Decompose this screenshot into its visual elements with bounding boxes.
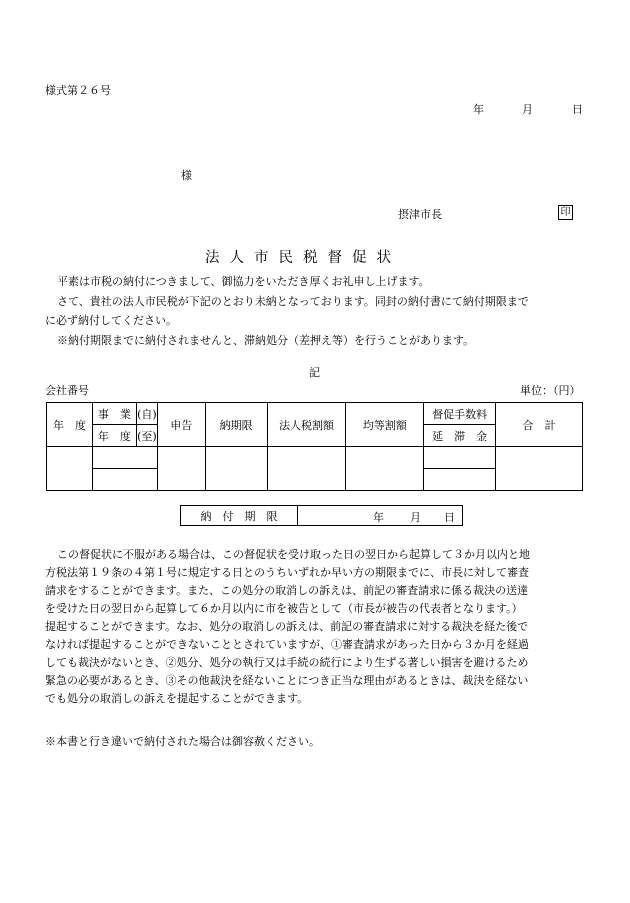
deadline-month: 月 [410, 511, 421, 524]
form-number: 様式第２６号 [45, 84, 111, 97]
cell-total [496, 447, 583, 491]
header-business: 事 業 [92, 403, 136, 425]
date-month-label: 月 [522, 103, 533, 116]
appeal-line-8: 緊急の必要があるとき、③その他裁決を経ないことにつき正当な理由があるときは、裁決を経ない [45, 674, 529, 687]
intro-line-3: に必ず納付してください。 [45, 314, 177, 327]
appeal-line-9: でも処分の取消しの訴えを提起することができます。 [45, 692, 309, 705]
document-title: 法人市民税督促状 [205, 250, 401, 266]
payment-deadline-value [298, 506, 463, 526]
appeal-line-3: 請求をすることができます。また、この処分の取消しの訴えは、前記の審査請求に係る裁決の送達 [45, 584, 529, 597]
date-year-label: 年 [473, 103, 484, 116]
deadline-year: 年 [373, 511, 384, 524]
header-corporate-tax: 法人税割額 [267, 403, 346, 447]
header-arrears: 延 滞 金 [424, 425, 496, 447]
intro-text [45, 272, 585, 350]
header-per-capita: 均等割額 [346, 403, 424, 447]
header-year: 年 度 [47, 403, 93, 447]
intro-line-2: さて、貴社の法人市民税が下記のとおり未納となっております。同封の納付書にて納付期限まで [57, 294, 529, 308]
payment-deadline-box [180, 505, 463, 526]
addressee-suffix: 様 [181, 169, 192, 182]
seal-label: 印 [558, 205, 573, 220]
seal-mark [558, 205, 573, 220]
intro-line-1: 平素は市税の納付につきまして、御協力をいただき厚くお礼申し上げます。 [57, 275, 430, 288]
date-day-label: 日 [572, 103, 583, 116]
cell-arrears [424, 469, 496, 491]
appeal-line-4: を受けた日の翌日から起算して６か月以内に市を被告として（市長が被告の代表者となります。） [45, 602, 523, 615]
appeal-notice [45, 546, 590, 708]
intro-warning: ※納付期限までに納付されませんと、滞納処分（差押え等）を行うことがあります。 [57, 333, 475, 347]
cell-declaration [157, 447, 205, 491]
deadline-day: 日 [444, 511, 455, 524]
cell-per-capita [346, 447, 424, 491]
header-demand-fee: 督促手数料 [424, 403, 496, 425]
unit-label: 単位：（円） [520, 384, 581, 397]
appeal-line-6: なければ提起することができないこととされていますが、①審査請求があった日から３か月を経過 [45, 638, 529, 651]
appeal-line-2: 方税法第１９条の４第１号に規定する日とのうちいずれか早い方の期限までに、市長に対して審査 [45, 566, 529, 579]
appeal-line-7: しても裁決がないとき、②処分、処分の執行又は手続の続行により生ずる著しい損害を避けるため [45, 656, 529, 669]
cell-demand-fee [424, 447, 496, 469]
appeal-line-5: 提起することができます。なお、処分の取消しの訴えは、前記の審査請求に対する裁決を経た後で [45, 620, 529, 633]
header-business-year: 年 度 [92, 425, 136, 447]
cell-corporate-tax [267, 447, 346, 491]
header-from: (自) [136, 403, 157, 425]
cell-period-from [92, 447, 157, 469]
tax-table [46, 402, 583, 491]
header-declaration: 申告 [157, 403, 205, 447]
header-due-date: 納期限 [205, 403, 267, 447]
company-number-label: 会社番号 [45, 384, 89, 397]
apology-note: ※本書と行き違いで納付された場合は御容赦ください。 [45, 735, 320, 748]
ki-label: 記 [309, 366, 320, 379]
payment-deadline-label: 納 付 期 限 [181, 506, 298, 526]
header-to: (至) [136, 425, 157, 447]
cell-year [47, 447, 93, 491]
cell-due-date [205, 447, 267, 491]
cell-period-to [92, 469, 157, 491]
header-total: 合 計 [496, 403, 583, 447]
issuer-name: 摂津市長 [398, 208, 442, 221]
appeal-line-1: この督促状に不服がある場合は、この督促状を受け取った日の翌日から起算して３か月以内と地 [57, 548, 530, 561]
